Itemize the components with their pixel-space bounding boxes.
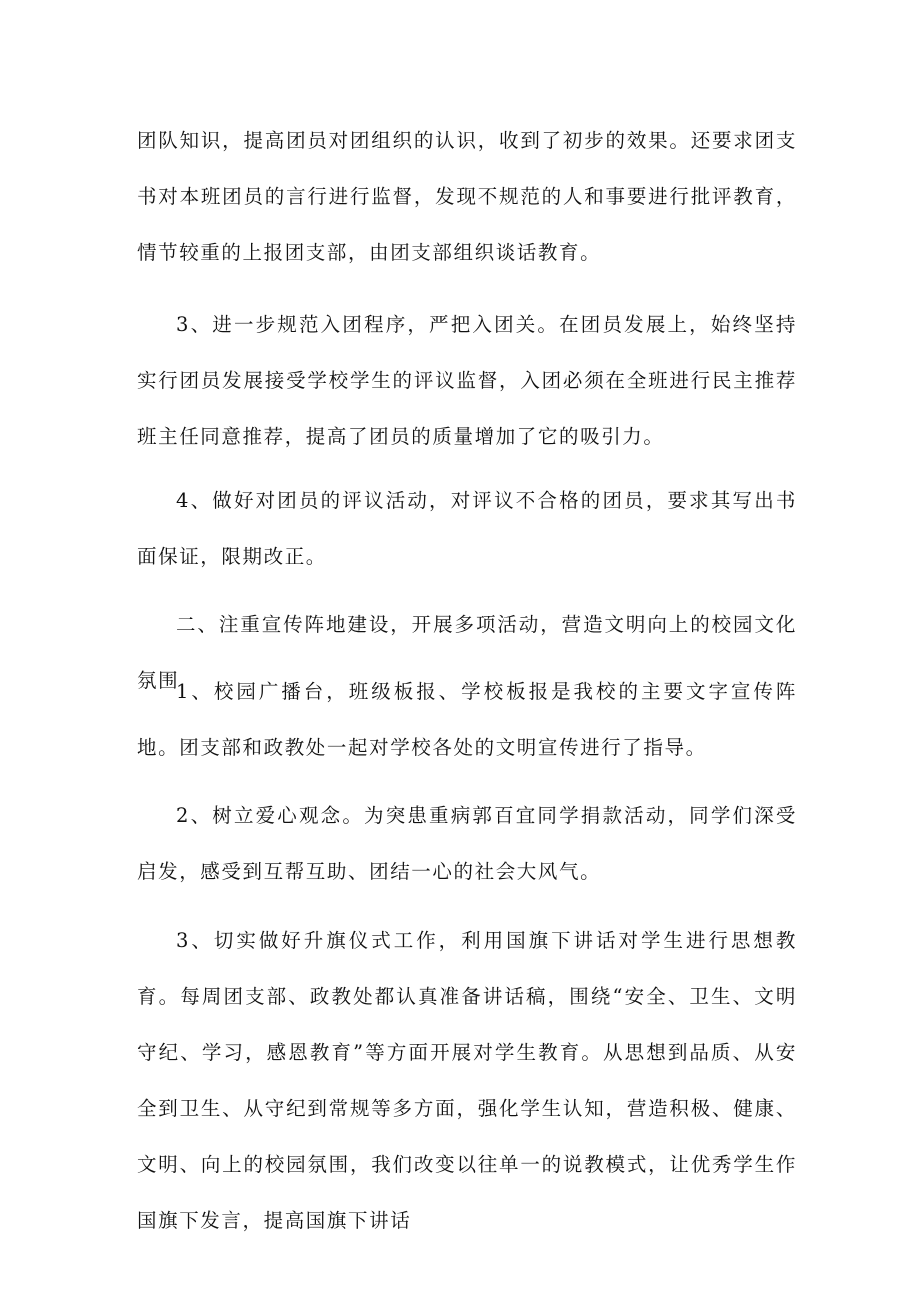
section-heading-two: 二、注重宣传阵地建设，开展多项活动，营造文明向上的校园文化氛围 xyxy=(137,613,797,692)
paragraph-item-4: 4、做好对团员的评议活动，对评议不合格的团员，要求其写出书面保证，限期改正。 xyxy=(137,489,797,568)
paragraph-item-3-flag: 3、切实做好升旗仪式工作，利用国旗下讲话对学生进行思想教育。每周团支部、政教处都认真准备讲话稿，围绕“安全、卫生、文明守纪、学习，感恩教育”等方面开展对学生教育。从思想到品质、从安全到卫生、从守纪到常规等多方面，强化学生认知，营造积极、健康、文明、向上的校园氛围，我们改变以往单一的说教模式，让优秀学生作国旗下发言，提高国旗下讲话 xyxy=(137,929,797,1232)
paragraph-item-1: 1、校园广播台，班级板报、学校板报是我校的主要文字宣传阵地。团支部和政教处一起对学校各处的文明宣传进行了指导。 xyxy=(137,680,797,759)
paragraph-continued: 团队知识，提高团员对团组织的认识，收到了初步的效果。还要求团支书对本班团员的言行进行监督，发现不规范的人和事要进行批评教育，情节较重的上报团支部，由团支部组织谈话教育。 xyxy=(137,129,797,264)
paragraph-item-3: 3、进一步规范入团程序，严把入团关。在团员发展上，始终坚持实行团员发展接受学校学生的评议监督，入团必须在全班进行民主推荐班主任同意推荐，提高了团员的质量增加了它的吸引力。 xyxy=(137,313,797,448)
paragraph-item-2: 2、树立爱心观念。为突患重病郭百宜同学捐款活动，同学们深受启发，感受到互帮互助、团结一心的社会大风气。 xyxy=(137,804,797,883)
